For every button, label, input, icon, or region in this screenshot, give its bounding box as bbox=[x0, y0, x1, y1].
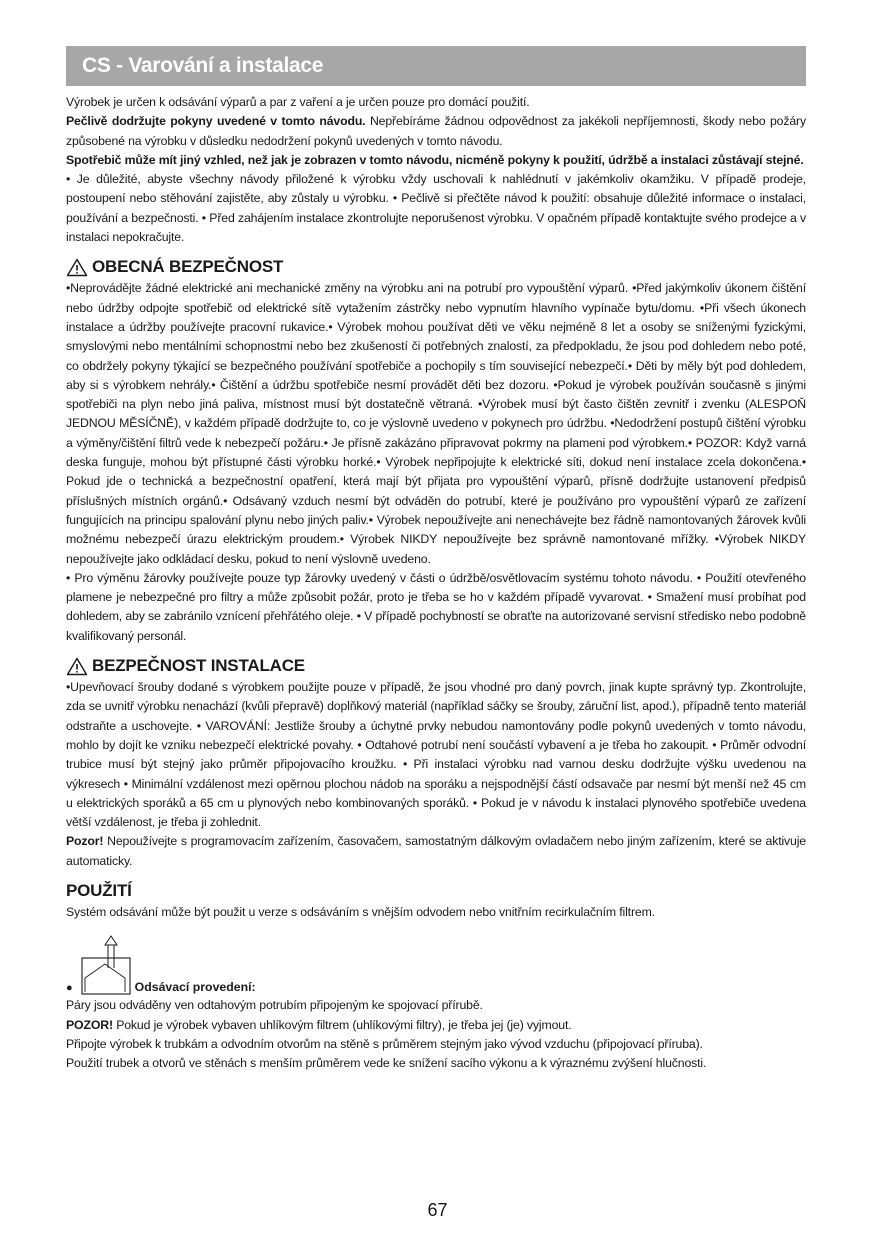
install-safety-heading bbox=[66, 656, 806, 676]
intro-paragraph-2-bold: Pečlivě dodržujte pokyny uvedené v tomto návodu. bbox=[66, 114, 366, 129]
install-safety-paragraph-2-text: Nepoužívejte s programovacím zařízením, časovačem, samostatným dálkovým ovladačem nebo jiným zařízením, které se aktivuje automaticky. bbox=[66, 834, 806, 868]
intro-paragraph-3-bold: Spotřebič může mít jiný vzhled, než jak je zobrazen v tomto návodu, nicméně pokyny k použití, údržbě a instalaci zůstávají stejné. bbox=[66, 152, 804, 167]
usage-paragraph-1: Systém odsávání může být použit u verze s odsáváním s vnějším odvodem nebo vnitřním recirkulačním filtrem. bbox=[66, 904, 655, 919]
usage-paragraph-4: Připojte výrobek k trubkám a odvodním otvorům na stěně s průměrem stejným jako vývod vzduchu (připojovací příruba). bbox=[66, 1036, 703, 1051]
general-safety-title: OBECNÁ BEZPEČNOST bbox=[92, 257, 284, 277]
usage-bullet: ● bbox=[66, 982, 73, 995]
general-safety-heading bbox=[66, 257, 806, 277]
manual-page bbox=[66, 46, 806, 1073]
intro-paragraph-1: Výrobek je určen k odsávání výparů a par z vaření a je určen pouze pro domácí použití. bbox=[66, 95, 530, 109]
usage-paragraph-2: Páry jsou odváděny ven odtahovým potrubím připojeným ke spojovací přírubě. bbox=[66, 998, 483, 1013]
warning-triangle-icon bbox=[66, 258, 88, 277]
usage-mode-label: Odsávací provedení: bbox=[134, 980, 256, 995]
page-number: 67 bbox=[427, 1200, 448, 1220]
intro-paragraph-2-text: Nepřebíráme žádnou odpovědnost za jakékoli nepříjemnosti, škody nebo požáry způsobené na výrobku v důsledku nedodržení pokynů uvedených v tomto návodu. bbox=[66, 114, 806, 148]
warning-triangle-icon bbox=[66, 657, 88, 676]
intro-paragraph-3 bbox=[66, 151, 806, 170]
install-safety-paragraph-1: •Upevňovací šrouby dodané s výrobkem použijte pouze v případě, že jsou vhodné pro daný povrch, jinak kupte správný typ. Zkontrolujte, zda se uvnitř výrobku nenachází (kvůli přepravě) doplňkový materiál (například sáčky se šrouby, záruční list, apod.), případně tento materiál odstraňte a uschovejte. • VAROVÁNÍ: Jestliže šrouby a úchytné prvky nebudou namontovány podle pokynů uvedených v tomto návodu, mohlo by dojít ke vzniku nebezpečí elektrické povahy. • Odtahové potrubí není součástí vybavení a je třeba ho zakoupit. • Průměr odvodní trubice musí být stejný jako průměr připojovacího kroužku. • Při instalaci výrobku nad varnou desku dodržujte výšku uvedenou na výkresech • Minimální vzdálenost mezi opěrnou plochou nádob na sporáku a nejspodnější částí odsavače par nesmí být menší než 45 cm u elektrických sporáků a 65 cm u plynových nebo kombinovaných sporáků. • Pokud je v návodu k instalaci plynového spotřebiče uvedena větší vzdálenost, je třeba ji zohlednit. bbox=[66, 680, 806, 830]
ducted-extraction-icon bbox=[81, 934, 133, 996]
usage-mode-row bbox=[66, 934, 806, 996]
intro-paragraph-4: • Je důležité, abyste všechny návody přiložené k výrobku vždy uschovali k nahlédnutí v jakémkoliv okamžiku. V případě prodeje, postoupení nebo stěhování zajistěte, aby zůstaly u výrobku. • Pečlivě si přečtěte návod k použití: obsahuje důležité informace o instalaci, používání a bezpečnosti. • Před zahájením instalace zkontrolujte neporušenost výrobku. V opačném případě kontaktujte svého prodejce a v instalaci nepokračujte. bbox=[66, 172, 806, 245]
section-title-bar bbox=[66, 46, 806, 86]
usage-paragraph-5: Použití trubek a otvorů ve stěnách s menším průměrem vede ke snížení sacího výkonu a k výraznému zvýšení hlučnosti. bbox=[66, 1056, 707, 1071]
intro-paragraph-2 bbox=[66, 112, 806, 151]
usage-title: POUŽITÍ bbox=[66, 880, 132, 900]
general-safety-paragraph-2: • Pro výměnu žárovky používejte pouze typ žárovky uvedený v části o údržbě/osvětlovacím systému tohoto návodu. • Použití otevřeného plamene je nebezpečné pro filtry a může způsobit požár, proto je třeba se ho v každém případě vyvarovat. • Smažení musí probíhat pod dohledem, aby se zabránilo vznícení přehřátého oleje. • V případě pochybností se obraťte na autorizované servisní středisko nebo podobně kvalifikovaný personál. bbox=[66, 570, 806, 643]
usage-heading bbox=[66, 881, 806, 901]
install-safety-paragraph-2 bbox=[66, 832, 806, 871]
install-safety-paragraph-2-bold: Pozor! bbox=[66, 834, 104, 849]
install-safety-title: BEZPEČNOST INSTALACE bbox=[92, 656, 305, 676]
usage-paragraph-3-bold: POZOR! bbox=[66, 1017, 113, 1032]
page-title: CS - Varování a instalace bbox=[82, 54, 324, 77]
usage-paragraph-3 bbox=[66, 1016, 806, 1035]
usage-paragraph-3-text: Pokud je výrobek vybaven uhlíkovým filtrem (uhlíkovými filtry), je třeba jej (je) vyjmout. bbox=[112, 1017, 572, 1032]
general-safety-paragraph-1: •Neprovádějte žádné elektrické ani mechanické změny na výrobku ani na potrubí pro vypouštění výparů. •Před jakýmkoliv úkonem čištění nebo údržby odpojte spotřebič od elektrické sítě vytažením zástrčky nebo vypnutím hlavního vypínače bytu/domu. •Při všech úkonech instalace a údržby používejte pracovní rukavice.• Výrobek mohou používat děti ve věku nejméně 8 let a osoby se sníženými fyzickými, smyslovými nebo mentálními schopnostmi nebo bez zkušeností či potřebných znalostí, za předpokladu, že jsou pod dohledem nebo poté, co obdržely pokyny týkající se bezpečného používání spotřebiče a pochopily s tím související nebezpečí.• Děti by měly být pod dohledem, aby si s výrobkem nehrály.• Čištění a údržbu spotřebiče nesmí provádět děti bez dozoru. •Pokud je výrobek používán současně s jinými spotřebiči na plyn nebo jiná paliva, místnost musí být dostatečně větraná. •Výrobek musí být často čištěn zevnitř i zvenku (ALESPOŇ JEDNOU MĚSÍČNĚ), v každém případě dodržujte to, co je výslovně uvedeno v pokynech pro údržbu. •Nedodržení postupů čištění výrobku a výměny/čištění filtrů vede k nebezpečí požáru.• Je přísně zakázáno připravovat pokrmy na plameni pod výrobkem.• POZOR: Když varná deska funguje, mohou být přístupné části výrobku horké.• Výrobek nepřipojujte k elektrické síti, dokud není instalace zcela dokončena.• Pokud jde o technická a bezpečnostní opatření, která mají být přijata pro vypouštění výparů, přísně dodržujte ustanovení předpisů příslušných místních orgánů.• Odsávaný vzduch nesmí být odváděn do potrubí, které je používáno pro vypouštění výparů ze zařízení fungujících na principu spalování plynu nebo jiných paliv.• Výrobek nepoužívejte ani nenechávejte bez řádně namontovaných žárovek kvůli možnému nebezpečí úrazu elektrickým proudem.• Výrobek NIKDY nepoužívejte bez správně namontované mřížky. •Výrobek NIKDY nepoužívejte jako odkládací desku, pokud to není výslovně uvedeno. bbox=[66, 281, 806, 566]
